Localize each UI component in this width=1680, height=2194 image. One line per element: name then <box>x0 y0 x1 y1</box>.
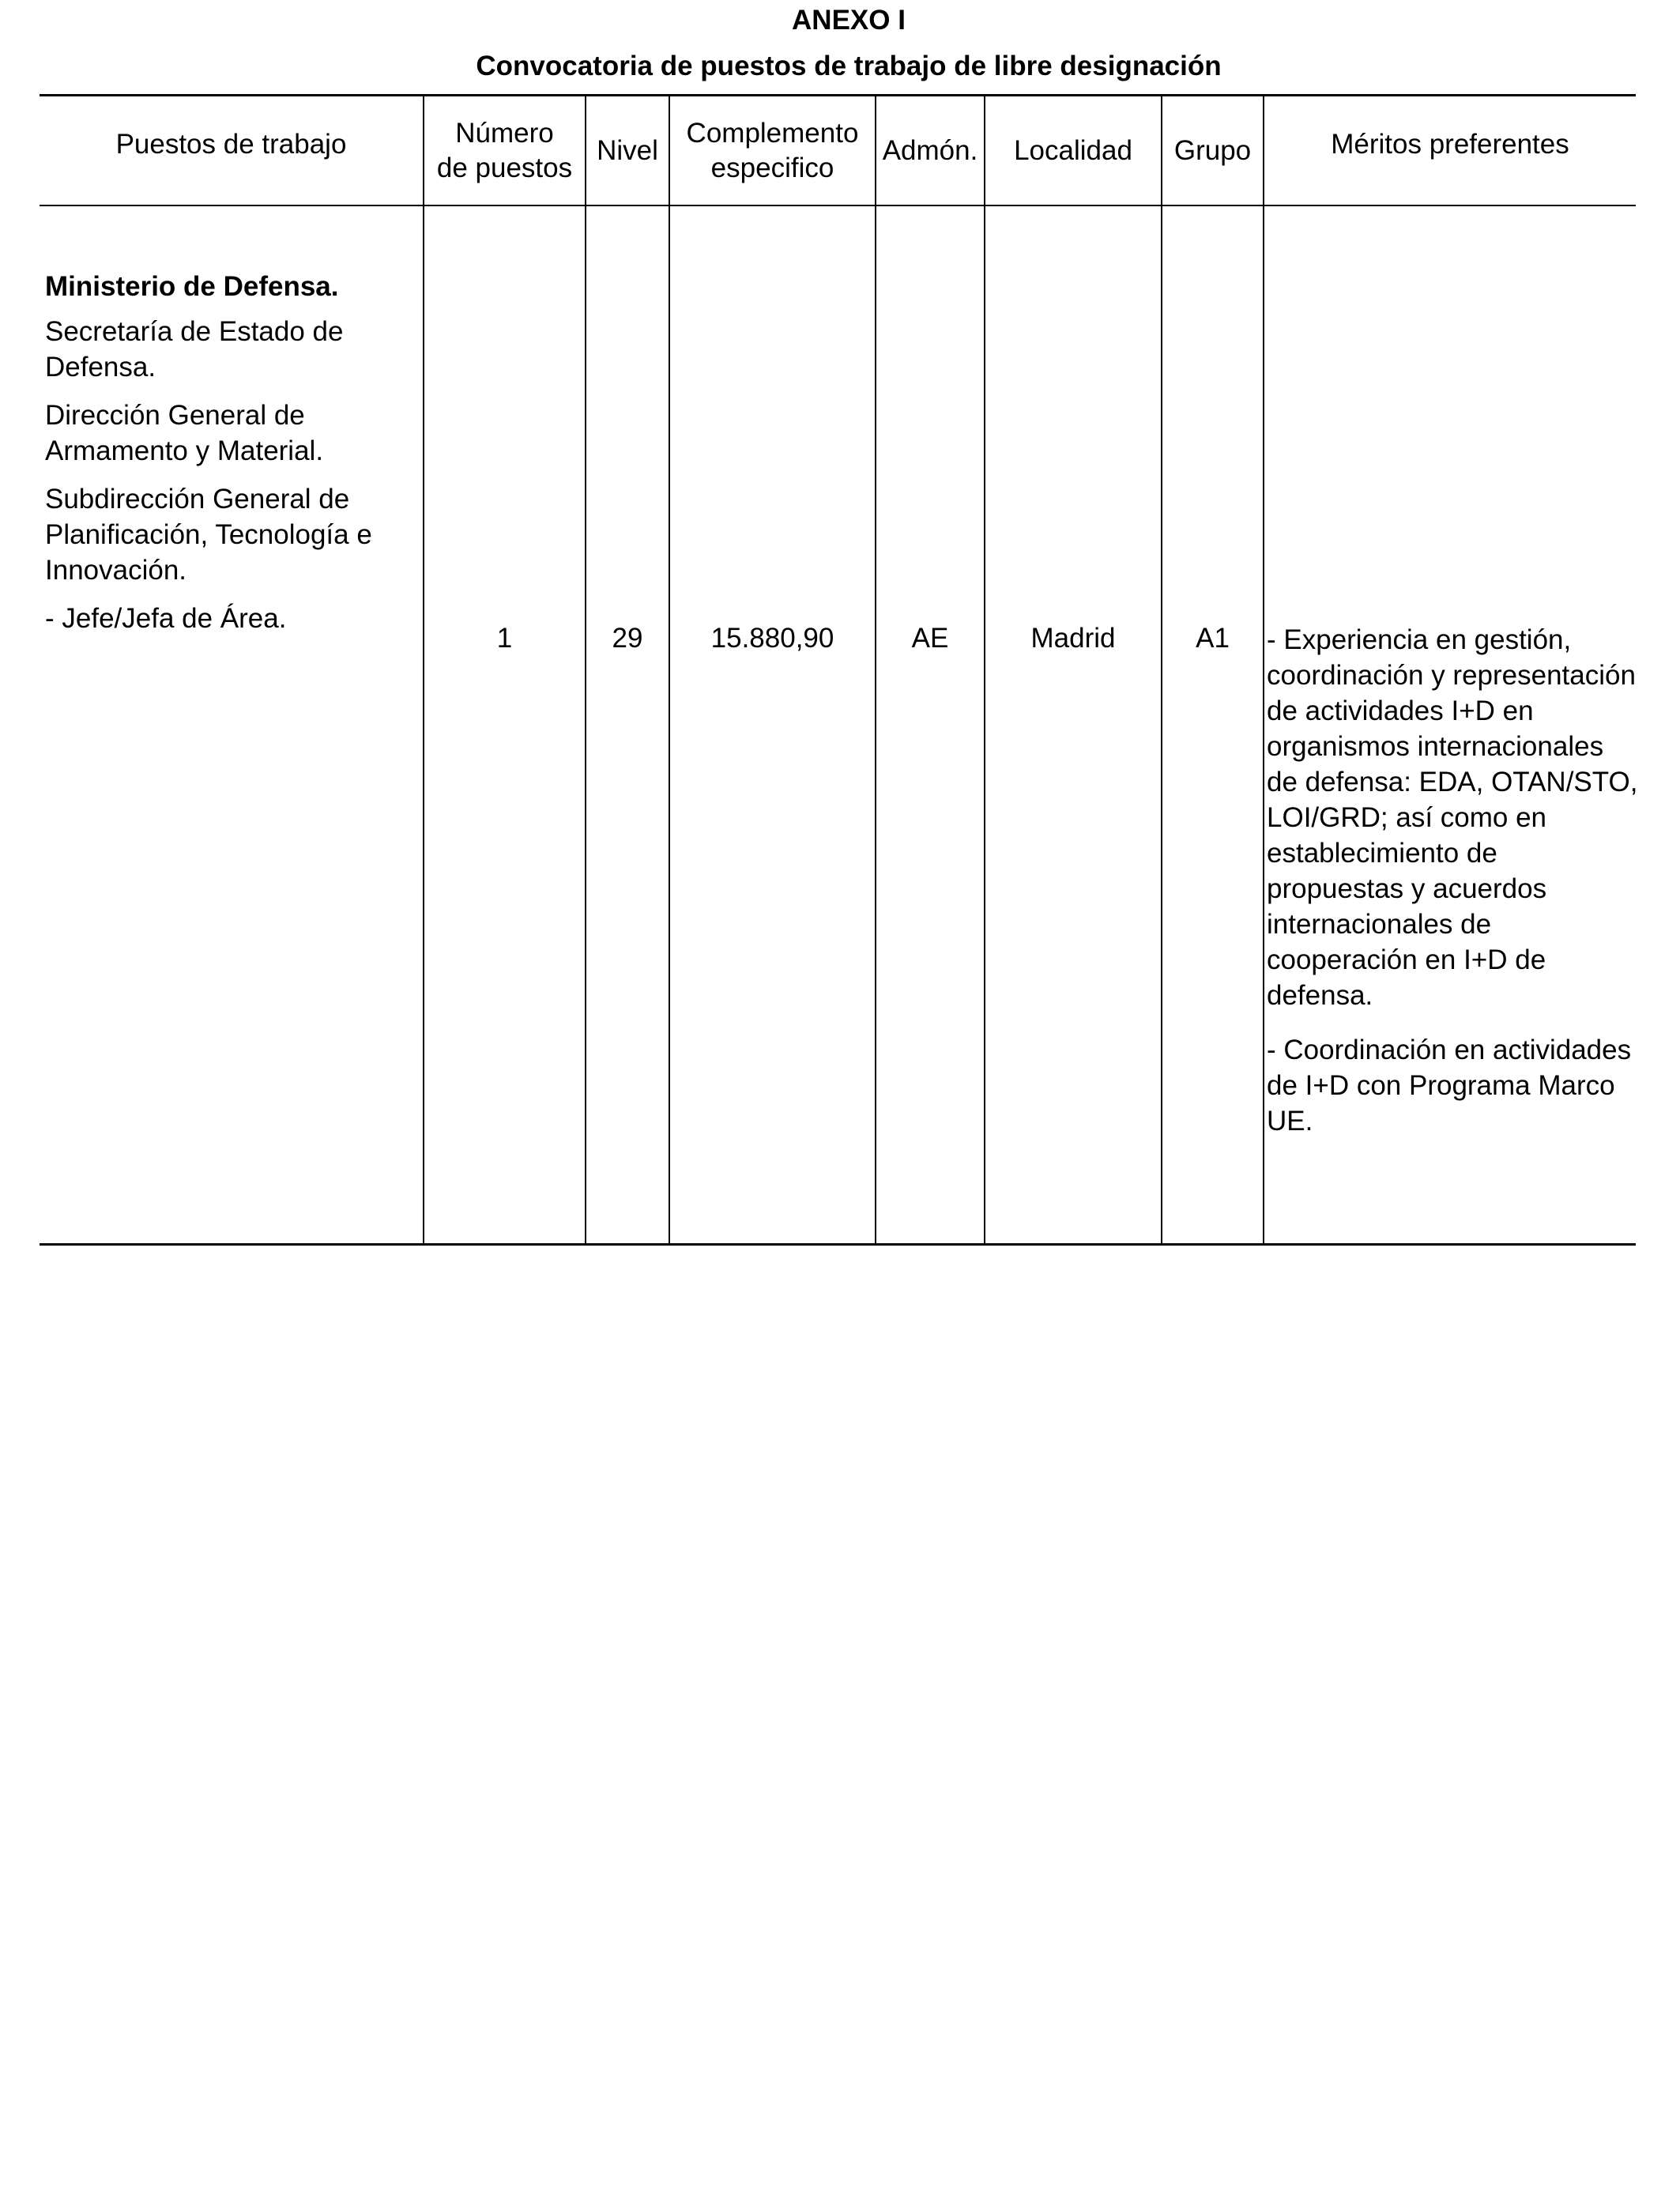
header-nivel <box>586 96 669 205</box>
directorate-name: Dirección General de Armamento y Material. <box>45 400 324 466</box>
cell-nivel: 29 <box>612 623 643 654</box>
header-label: Nivel <box>597 135 658 166</box>
header-localidad <box>985 96 1161 205</box>
merit-item: - Coordinación en actividades de I+D con Programa Marco UE. <box>1267 1035 1632 1137</box>
header-label: Puestos de trabajo <box>115 129 347 160</box>
cell-meritos-preferentes <box>1267 622 1638 1158</box>
cell-grupo: A1 <box>1196 623 1230 654</box>
header-label: Complemento <box>686 118 859 149</box>
header-grupo <box>1162 96 1263 205</box>
column-divider <box>875 95 876 1245</box>
cell-admon: AE <box>911 623 949 654</box>
header-label: Grupo <box>1173 135 1252 166</box>
cell-numero-de-puestos: 1 <box>496 623 513 654</box>
column-divider <box>1161 95 1162 1245</box>
column-divider <box>1263 95 1264 1245</box>
header-label: de puestos <box>436 153 573 183</box>
header-numero-de-puestos <box>424 96 585 205</box>
position-title: - Jefe/Jefa de Área. <box>45 603 287 634</box>
subdirectorate-name: Subdirección General de Planificación, Tecnología e Innovación. <box>45 484 372 586</box>
merit-item: - Experiencia en gestión, coordinación y representación de actividades I+D en organismos internacionales de defensa: EDA, OTAN/STO, LOI/GRD; así como en establecimiento de propuestas y acuerdos internacionales de cooperación en I+D de defensa. <box>1267 624 1638 1011</box>
column-divider <box>984 95 985 1245</box>
annex-title: ANEXO I <box>792 5 906 36</box>
header-meritos-preferentes <box>1264 96 1636 205</box>
header-admon <box>876 96 984 205</box>
column-divider <box>669 95 670 1245</box>
cell-complemento-especifico: 15.880,90 <box>710 623 834 654</box>
header-label: especifico <box>710 153 834 183</box>
column-divider <box>585 95 586 1245</box>
header-label: Localidad <box>1014 135 1132 166</box>
header-puestos-de-trabajo <box>40 96 423 205</box>
table-bottom-border <box>40 1243 1636 1246</box>
cell-localidad: Madrid <box>1030 623 1116 654</box>
header-label: Méritos preferentes <box>1331 129 1569 160</box>
header-label: Número <box>455 118 554 149</box>
organization-hierarchy <box>45 269 416 649</box>
column-divider <box>423 95 424 1245</box>
header-label: Admón. <box>882 135 978 166</box>
ministry-name: Ministerio de Defensa. <box>45 271 339 302</box>
header-complemento-especifico <box>670 96 875 205</box>
secretariat-name: Secretaría de Estado de Defensa. <box>45 316 344 383</box>
document-subtitle: Convocatoria de puestos de trabajo de libre designación <box>476 51 1222 81</box>
